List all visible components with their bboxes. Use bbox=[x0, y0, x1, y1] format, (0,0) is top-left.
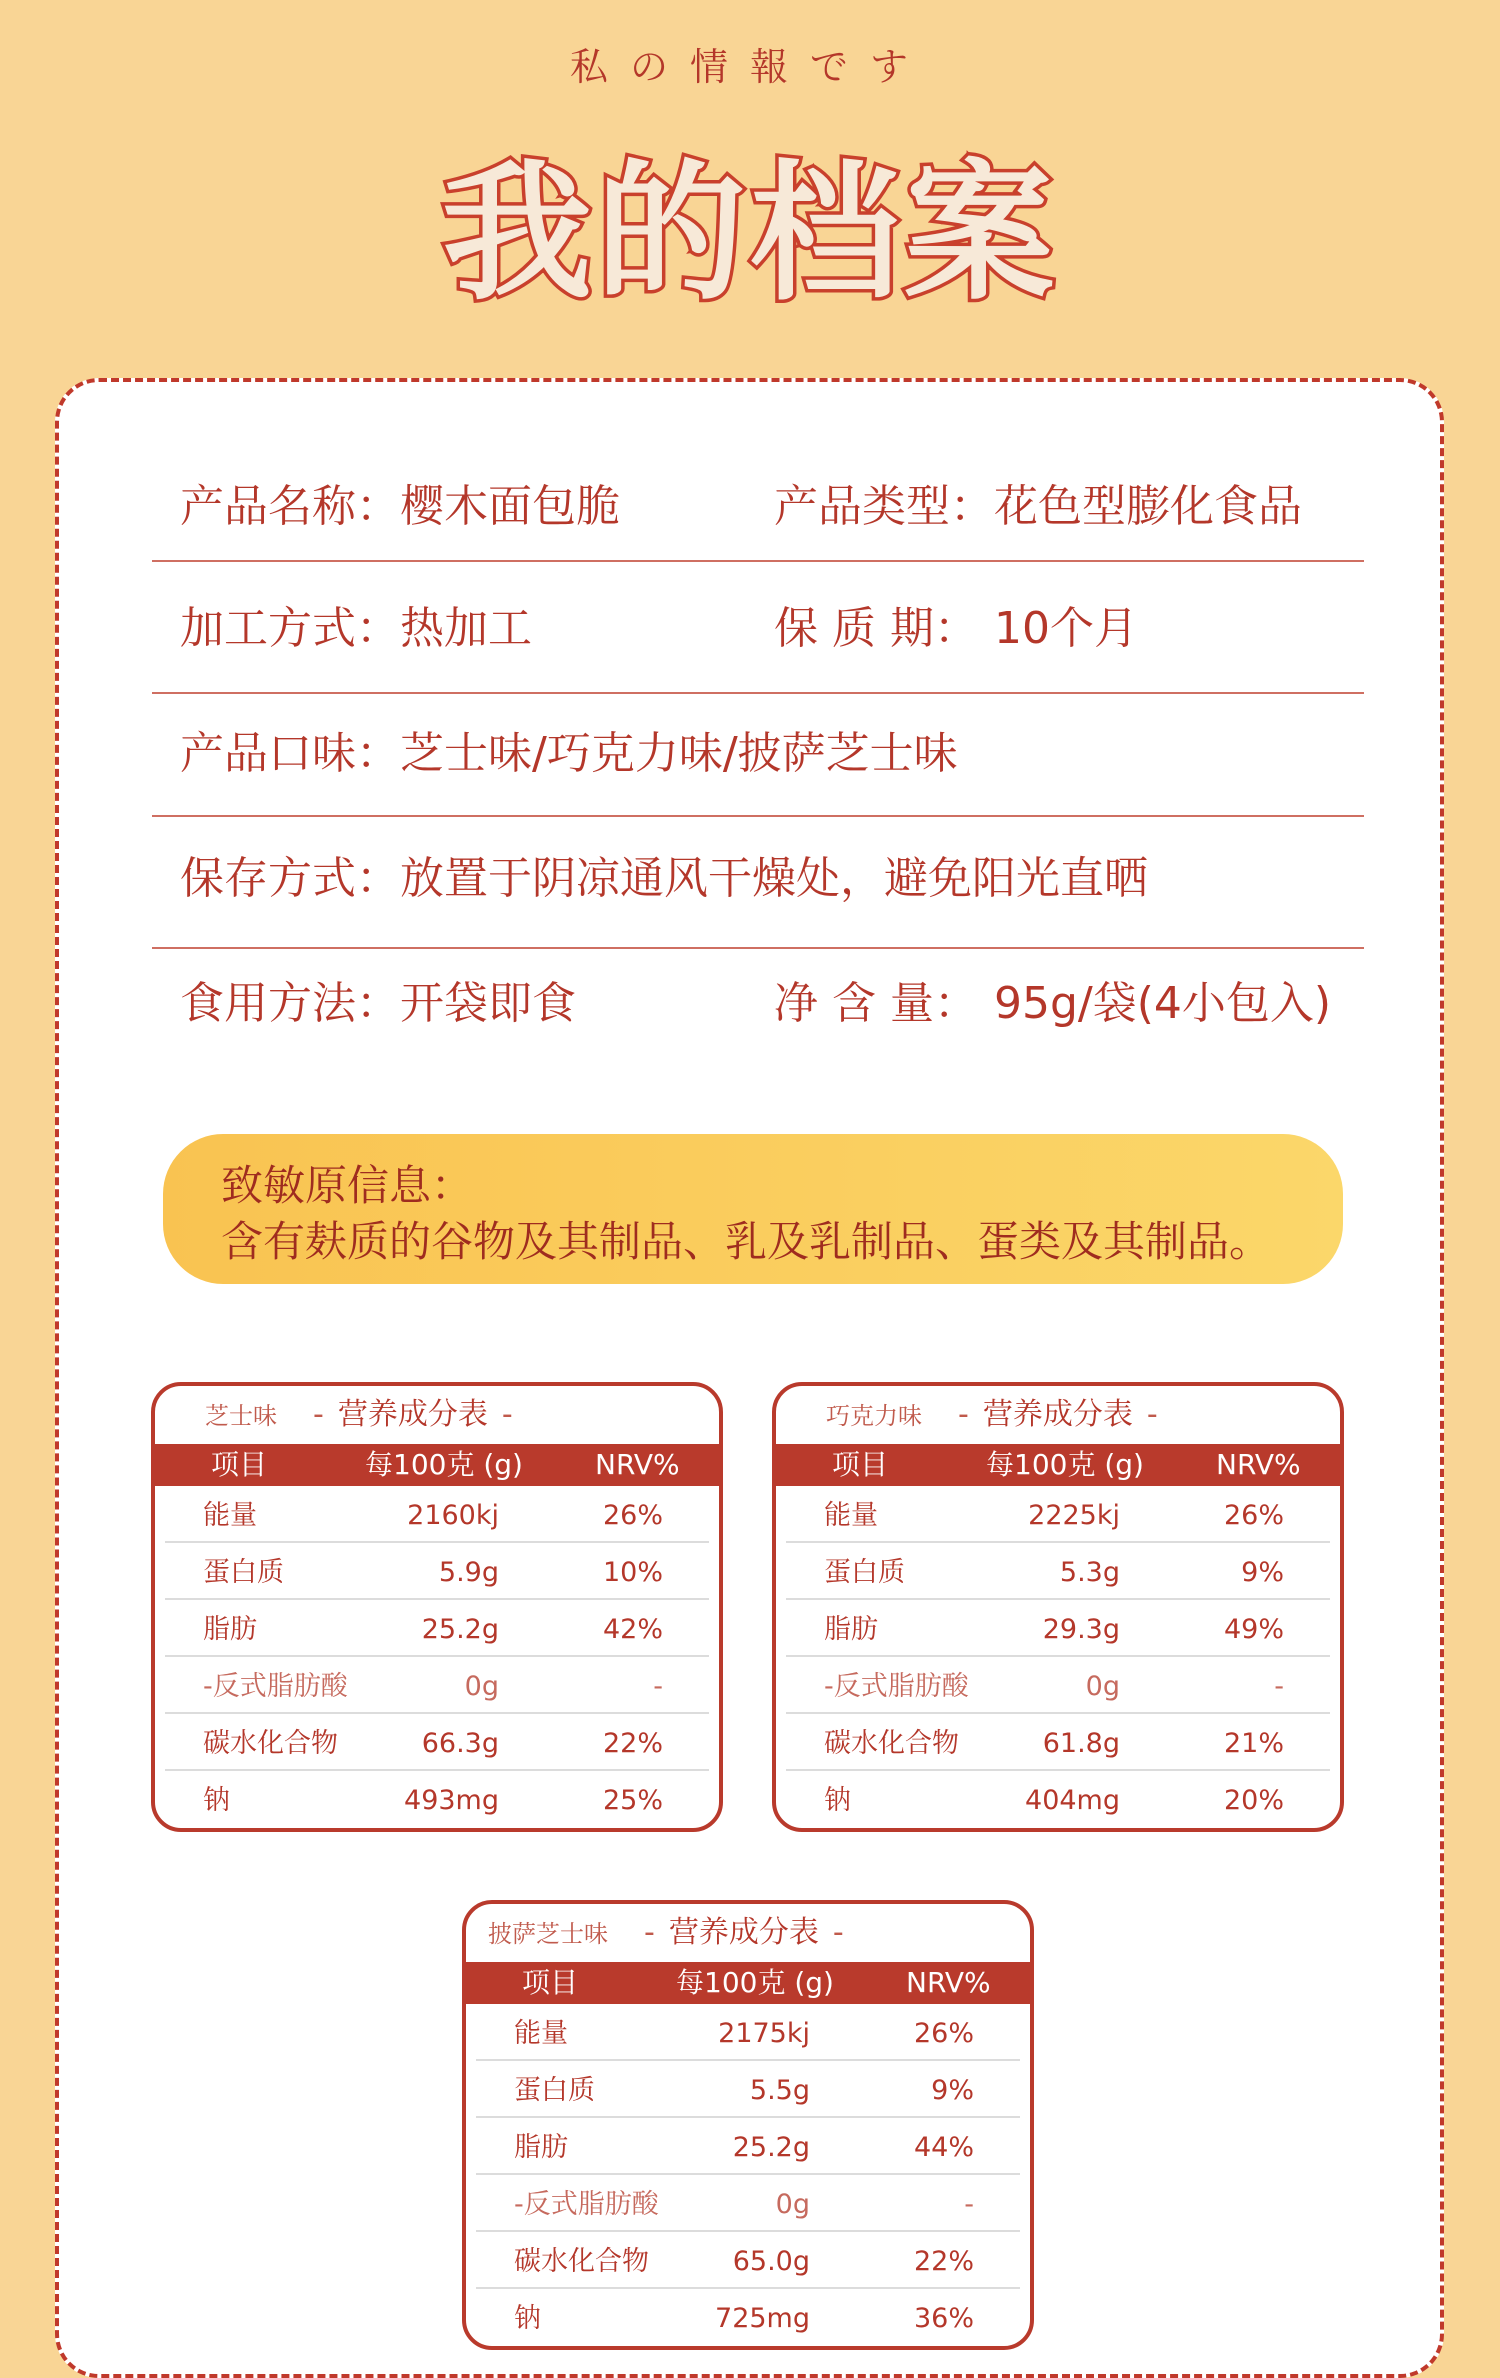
row-amount: 5.9g bbox=[438, 1557, 499, 1588]
table-row bbox=[165, 1657, 709, 1714]
row-item: 钠 bbox=[824, 1785, 851, 1816]
row-nrv: 22% bbox=[913, 2246, 974, 2277]
nutrition-table-chocolate bbox=[772, 1382, 1344, 1832]
row-amount: 2175kj bbox=[718, 2018, 810, 2049]
row-amount: 5.5g bbox=[749, 2075, 810, 2106]
row-nrv: 10% bbox=[602, 1557, 663, 1588]
row-nrv: - bbox=[653, 1671, 663, 1702]
row-amount: 0g bbox=[1085, 1671, 1120, 1702]
nutrition-table-header: 巧克力味 - 营养成分表 - bbox=[826, 1397, 1158, 1432]
row-item: 能量 bbox=[824, 1500, 878, 1531]
info-value-type: 花色型膨化食品 bbox=[994, 481, 1302, 532]
table-row bbox=[476, 2061, 1020, 2118]
row-amount: 404mg bbox=[1025, 1785, 1120, 1816]
page-title: 我的档案 bbox=[441, 147, 1058, 321]
row-nrv: 36% bbox=[913, 2303, 974, 2334]
row-amount: 25.2g bbox=[421, 1614, 499, 1645]
nutrition-table-header: 披萨芝士味 - 营养成分表 - bbox=[488, 1915, 844, 1950]
info-value-flavor: 芝士味/巧克力味/披萨芝士味 bbox=[400, 728, 958, 779]
allergen-text: 含有麸质的谷物及其制品、乳及乳制品、蛋类及其制品。 bbox=[221, 1217, 1272, 1266]
table-flavor-label: 巧克力味 bbox=[826, 1402, 922, 1430]
table-row bbox=[786, 1714, 1330, 1771]
row-nrv: - bbox=[964, 2189, 974, 2220]
info-value-storage: 放置于阴凉通风干燥处，避免阳光直晒 bbox=[400, 853, 1148, 904]
row-nrv: 25% bbox=[602, 1785, 663, 1816]
table-row bbox=[786, 1657, 1330, 1714]
info-label-flavor: 产品口味： bbox=[180, 728, 400, 779]
row-nrv: 44% bbox=[913, 2132, 974, 2163]
column-nrv: NRV% bbox=[1216, 1448, 1301, 1481]
table-row bbox=[476, 2175, 1020, 2232]
table-row bbox=[165, 1543, 709, 1600]
nutrition-table-pizza-cheese bbox=[462, 1900, 1034, 2350]
row-amount: 0g bbox=[775, 2189, 810, 2220]
row-item: 脂肪 bbox=[203, 1614, 257, 1645]
info-value-shelf-life: 10个月 bbox=[994, 603, 1138, 654]
row-item: 蛋白质 bbox=[203, 1557, 284, 1588]
column-item: 项目 bbox=[522, 1966, 579, 1999]
info-label-shelf-life: 保 质 期： bbox=[774, 603, 978, 654]
row-amount: 0g bbox=[464, 1671, 499, 1702]
info-value-name: 樱木面包脆 bbox=[400, 481, 620, 532]
row-nrv: 49% bbox=[1223, 1614, 1284, 1645]
info-row-process-shelf bbox=[152, 592, 1364, 694]
table-row bbox=[165, 1714, 709, 1771]
row-amount: 725mg bbox=[715, 2303, 810, 2334]
info-row-flavor bbox=[152, 717, 1364, 817]
row-item: -反式脂肪酸 bbox=[824, 1671, 969, 1702]
table-row bbox=[165, 1771, 709, 1826]
table-flavor-label: 芝士味 bbox=[205, 1402, 277, 1430]
profile-card bbox=[55, 378, 1444, 2378]
row-amount: 29.3g bbox=[1042, 1614, 1120, 1645]
row-item: 碳水化合物 bbox=[203, 1728, 338, 1759]
info-row-name-type bbox=[152, 470, 1364, 562]
row-item: 蛋白质 bbox=[824, 1557, 905, 1588]
row-item: 蛋白质 bbox=[514, 2075, 595, 2106]
column-item: 项目 bbox=[832, 1448, 889, 1481]
row-nrv: 21% bbox=[1223, 1728, 1284, 1759]
row-amount: 493mg bbox=[404, 1785, 499, 1816]
info-label-type: 产品类型： bbox=[774, 481, 994, 532]
row-item: 能量 bbox=[514, 2018, 568, 2049]
info-value-net-content: 95g/袋(4小包入) bbox=[994, 978, 1332, 1029]
table-row bbox=[786, 1600, 1330, 1657]
row-amount: 2160kj bbox=[407, 1500, 499, 1531]
table-title: 营养成分表 bbox=[982, 1397, 1133, 1432]
row-item: 钠 bbox=[514, 2303, 541, 2334]
row-nrv: 26% bbox=[602, 1500, 663, 1531]
row-amount: 66.3g bbox=[421, 1728, 499, 1759]
table-row bbox=[165, 1600, 709, 1657]
row-item: 脂肪 bbox=[824, 1614, 878, 1645]
info-label-name: 产品名称： bbox=[180, 481, 400, 532]
row-nrv: - bbox=[1274, 1671, 1284, 1702]
allergen-box bbox=[163, 1134, 1343, 1284]
column-per-100g: 每100克 (g) bbox=[365, 1448, 523, 1481]
table-flavor-label: 披萨芝士味 bbox=[488, 1920, 608, 1948]
column-item: 项目 bbox=[211, 1448, 268, 1481]
row-nrv: 42% bbox=[602, 1614, 663, 1645]
column-per-100g: 每100克 (g) bbox=[986, 1448, 1144, 1481]
info-label-net-content: 净 含 量： bbox=[774, 978, 978, 1029]
row-item: -反式脂肪酸 bbox=[514, 2189, 659, 2220]
table-row bbox=[476, 2289, 1020, 2344]
row-amount: 2225kj bbox=[1028, 1500, 1120, 1531]
allergen-title: 致敏原信息： bbox=[221, 1161, 474, 1210]
table-column-header bbox=[155, 1444, 719, 1486]
info-row-storage bbox=[152, 842, 1364, 949]
row-item: 脂肪 bbox=[514, 2132, 568, 2163]
row-nrv: 22% bbox=[602, 1728, 663, 1759]
table-row bbox=[476, 2118, 1020, 2175]
table-title: 营养成分表 bbox=[337, 1397, 488, 1432]
table-row bbox=[476, 2232, 1020, 2289]
row-item: 碳水化合物 bbox=[514, 2246, 649, 2277]
info-value-process: 热加工 bbox=[400, 603, 532, 654]
row-nrv: 26% bbox=[1223, 1500, 1284, 1531]
row-amount: 25.2g bbox=[732, 2132, 810, 2163]
info-label-process: 加工方式： bbox=[180, 603, 400, 654]
nutrition-table-cheese bbox=[151, 1382, 723, 1832]
table-title: 营养成分表 bbox=[668, 1915, 819, 1950]
column-nrv: NRV% bbox=[906, 1966, 991, 1999]
column-nrv: NRV% bbox=[595, 1448, 680, 1481]
table-column-header bbox=[466, 1962, 1030, 2004]
table-row bbox=[786, 1771, 1330, 1826]
table-row bbox=[476, 2004, 1020, 2061]
row-item: 能量 bbox=[203, 1500, 257, 1531]
row-nrv: 20% bbox=[1223, 1785, 1284, 1816]
table-column-header bbox=[776, 1444, 1340, 1486]
table-row bbox=[786, 1543, 1330, 1600]
row-nrv: 9% bbox=[1241, 1557, 1284, 1588]
column-per-100g: 每100克 (g) bbox=[676, 1966, 834, 1999]
page-subtitle: 私の情報です bbox=[569, 45, 930, 89]
row-amount: 61.8g bbox=[1042, 1728, 1120, 1759]
row-amount: 5.3g bbox=[1059, 1557, 1120, 1588]
nutrition-table-header: 芝士味 - 营养成分表 - bbox=[205, 1397, 513, 1432]
table-row bbox=[786, 1486, 1330, 1543]
row-nrv: 26% bbox=[913, 2018, 974, 2049]
info-label-storage: 保存方式： bbox=[180, 853, 400, 904]
row-amount: 65.0g bbox=[732, 2246, 810, 2277]
info-row-usage-net bbox=[152, 967, 1364, 1037]
table-row bbox=[165, 1486, 709, 1543]
row-nrv: 9% bbox=[931, 2075, 974, 2106]
row-item: 碳水化合物 bbox=[824, 1728, 959, 1759]
info-label-usage: 食用方法： bbox=[180, 978, 400, 1029]
row-item: 钠 bbox=[203, 1785, 230, 1816]
info-value-usage: 开袋即食 bbox=[400, 978, 576, 1029]
row-item: -反式脂肪酸 bbox=[203, 1671, 348, 1702]
